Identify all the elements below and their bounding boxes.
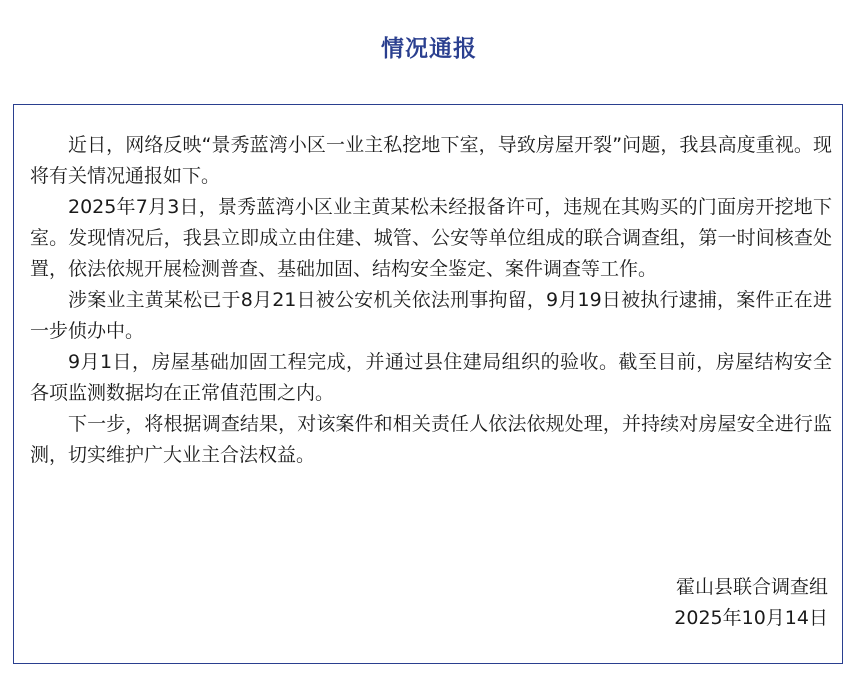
signature-organization: 霍山县联合调查组	[675, 576, 828, 598]
notice-title: 情况通报	[381, 36, 477, 62]
notice-paragraph-1: 近日，网络反映“景秀蓝湾小区一业主私挖地下室，导致房屋开裂”问题，我县高度重视。现将有关情况通报如下。	[30, 134, 832, 187]
notice-body	[30, 130, 832, 471]
signature-date: 2025年10月14日	[674, 607, 828, 629]
notice-paragraph-2: 2025年7月3日，景秀蓝湾小区业主黄某松未经报备许可，违规在其购买的门面房开挖地下室。发现情况后，我县立即成立由住建、城管、公安等单位组成的联合调查组，第一时间核查处置，依法依规开展检测普查、基础加固、结构安全鉴定、案件调查等工作。	[30, 196, 832, 280]
notice-paragraph-4: 9月1日，房屋基础加固工程完成，并通过县住建局组织的验收。截至目前，房屋结构安全各项监测数据均在正常值范围之内。	[30, 351, 832, 404]
notice-paragraph-3: 涉案业主黄某松已于8月21日被公安机关依法刑事拘留，9月19日被执行逮捕，案件正在进一步侦办中。	[30, 289, 832, 342]
notice-paragraph-5: 下一步，将根据调查结果，对该案件和相关责任人依法依规处理，并持续对房屋安全进行监测，切实维护广大业主合法权益。	[30, 413, 832, 466]
